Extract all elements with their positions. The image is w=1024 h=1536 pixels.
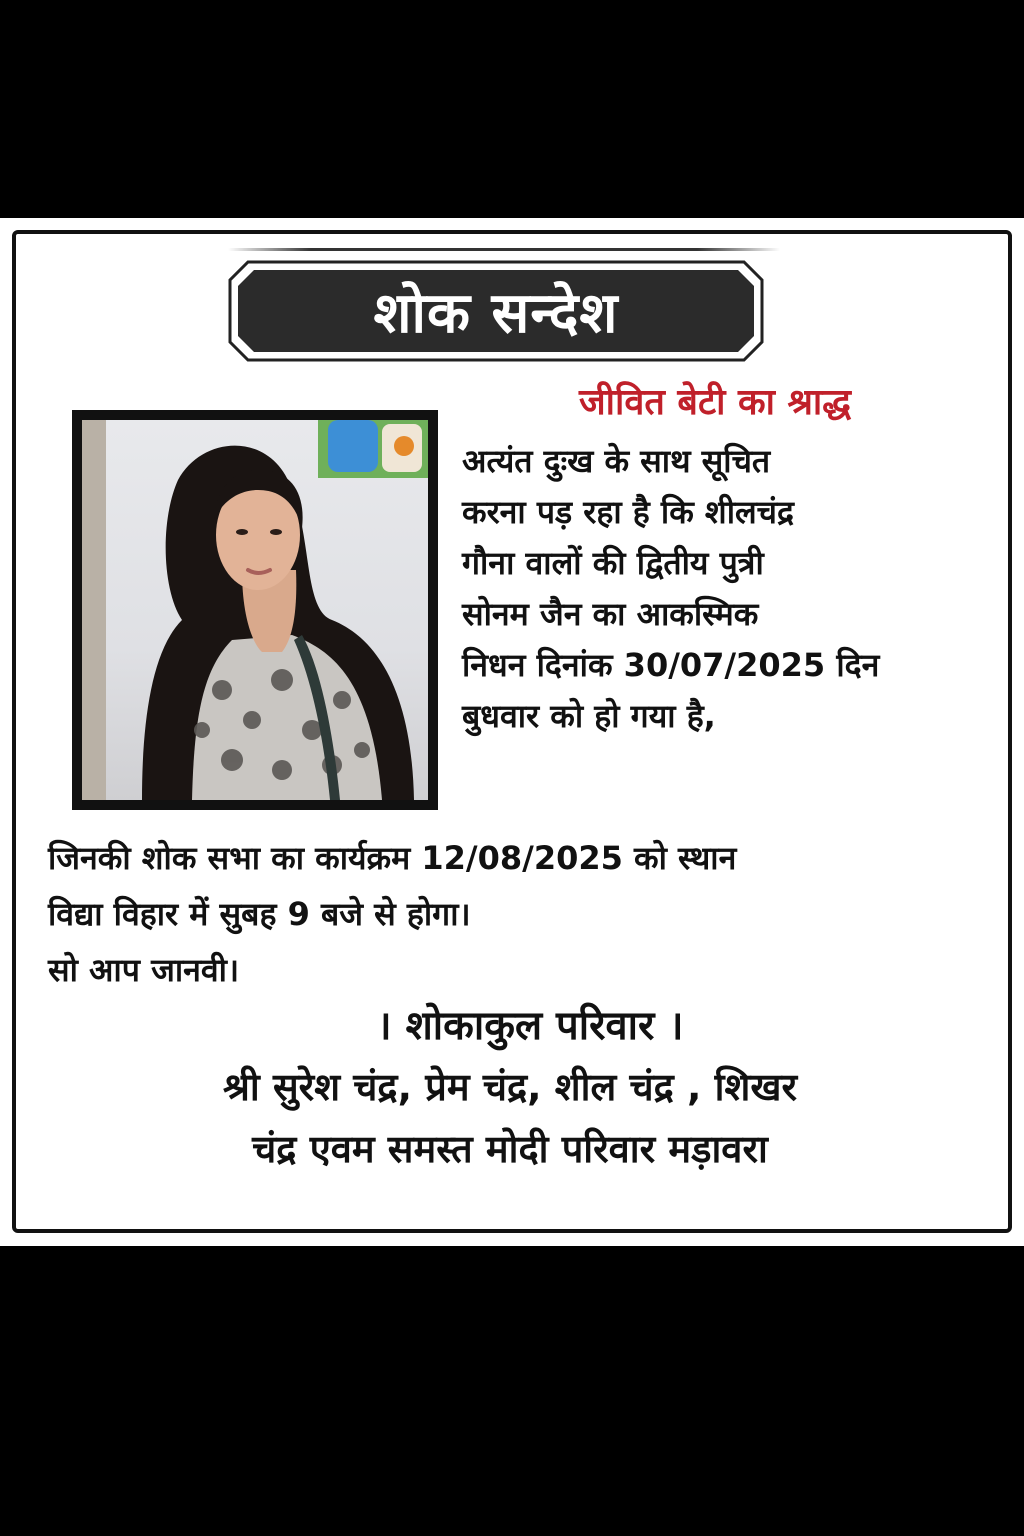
family-names-line: चंद्र एवम समस्त मोदी परिवार मड़ावरा [252,1127,768,1171]
family-section [40,996,980,1180]
page-title: शोक सन्देश [373,281,619,346]
top-divider [228,248,780,251]
intro-paragraph [462,436,982,742]
notice-card [0,218,1024,1246]
photo-frame [72,410,438,810]
intro-line: करना पड़ रहा है कि शीलचंद्र [462,493,794,531]
meeting-line: सो आप जानवी। [48,951,240,989]
intro-line: निधन दिनांक 30/07/2025 दिन [462,646,880,684]
meeting-line: विद्या विहार में सुबह 9 बजे से होगा। [48,895,471,933]
portrait-illustration [82,420,428,800]
intro-line: अत्यंत दुःख के साथ सूचित [462,442,771,480]
title-banner [226,258,766,364]
intro-line: सोनम जैन का आकस्मिक [462,595,759,633]
intro-line: बुधवार को हो गया है, [462,697,716,735]
family-names [40,1056,980,1180]
subtitle: जीवित बेटी का श्राद्ध [578,382,852,423]
family-names-line: श्री सुरेश चंद्र, प्रेम चंद्र, शील चंद्र , शिखर [223,1065,797,1109]
family-title: । शोकाकुल परिवार । [376,1003,684,1049]
meeting-paragraph [48,830,978,998]
intro-line: गौना वालों की द्वितीय पुत्री [462,544,764,582]
portrait-photo [82,420,428,800]
meeting-line: जिनकी शोक सभा का कार्यक्रम 12/08/2025 को स्थान [48,839,737,877]
